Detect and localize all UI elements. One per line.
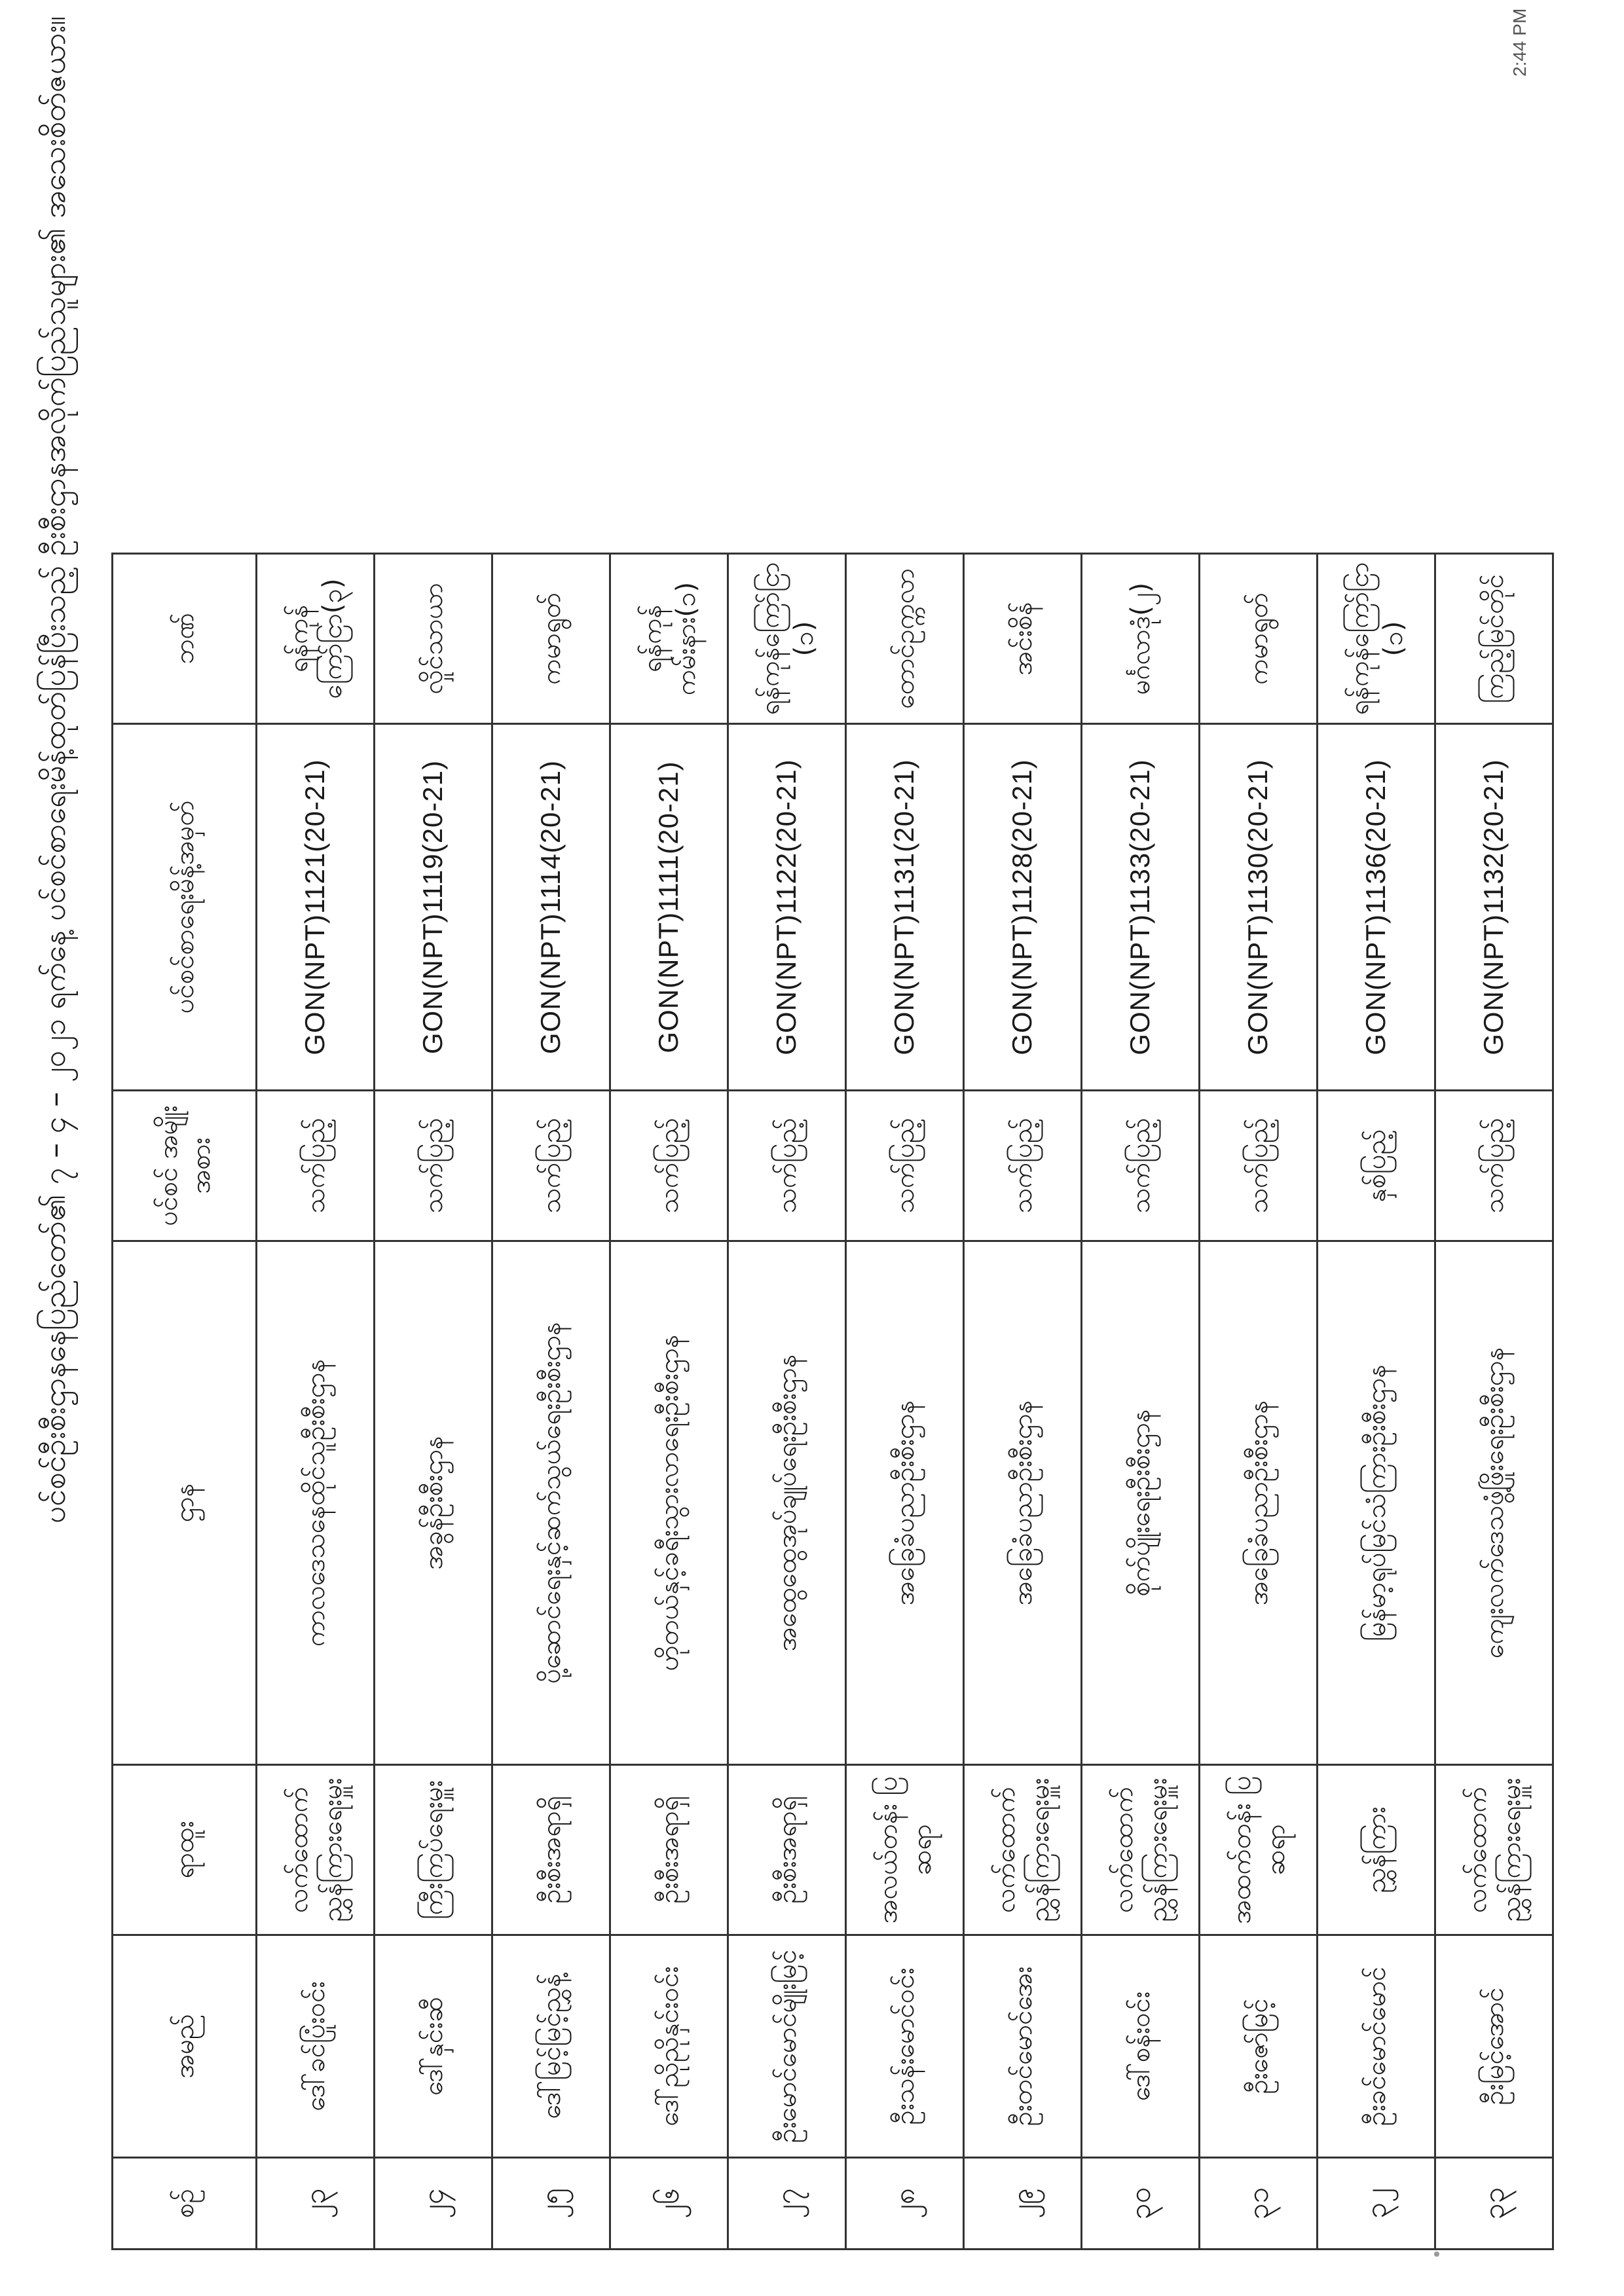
document-title: ပင်စင်ဦးစီးဌာနနေပြည်တော်၏ ၇ – ၄ – ၂၀၂၁ ရက်နေ့ ပင်စင်စာရေးမိန့်ထုတ်ပြန်ပြီးသည့် ဦးစီးဌာနအလိုက်ပြည်သူများ၏ အသေးစိတ်ဇယား။ xyxy=(37,16,72,1523)
row-pension-type: သက်ပြည့် xyxy=(257,1091,375,1241)
row-position: အလယ်တန်း ပြဆရာ xyxy=(846,1765,964,1935)
row-bank: အင်းစိန် xyxy=(964,554,1082,724)
table-row xyxy=(846,554,964,2250)
row-index: ၂၃ xyxy=(257,2158,375,2250)
row-name: ဒေါ်မြင့်မြင့်ညွှန့် xyxy=(492,1935,610,2158)
row-permit-number: GON(NPT)1111(20-21) xyxy=(610,724,728,1091)
header-department: ဌာန xyxy=(113,1241,257,1765)
row-pension-type: သက်ပြည့် xyxy=(1082,1091,1200,1241)
row-name: ဒေါ်နှင်းဆီ xyxy=(375,1935,492,2158)
row-department: ကာလဒေသနေထိုင်သူဦးစီးဌာန xyxy=(257,1241,375,1765)
row-name: ဒေါ်စန်းဝင်း xyxy=(1082,1935,1200,2158)
row-position: လက်ထောက်ညွှန်ကြားရေးမှူး xyxy=(1435,1765,1553,1935)
row-position: လက်ထောက်ညွှန်ကြားရေးမှူး xyxy=(1082,1765,1200,1935)
row-position: ဦးစီးအရာရှိ xyxy=(610,1765,728,1935)
row-index: ၂၇ xyxy=(728,2158,846,2250)
header-permit-number: ပင်စင်စာရေးမိန့်အမှတ် xyxy=(113,724,257,1091)
row-pension-type: သက်ပြည့် xyxy=(1435,1091,1553,1241)
row-index: ၃၂ xyxy=(1318,2158,1435,2250)
row-bank: ရန်ကုန်ကမ်းနား(၁) xyxy=(610,554,728,724)
row-permit-number: GON(NPT)1133(20-21) xyxy=(1082,724,1200,1091)
row-pension-type: သက်ပြည့် xyxy=(964,1091,1082,1241)
margin-mark xyxy=(1434,2251,1439,2257)
row-pension-type: သက်ပြည့် xyxy=(728,1091,846,1241)
row-position: အထက်တန်း ပြဆရာ xyxy=(1200,1765,1318,1935)
row-index: ၂၅ xyxy=(492,2158,610,2250)
row-bank: ရန်ကုန်ကြော်ငြာ(၃) xyxy=(257,554,375,724)
table-row xyxy=(1082,554,1200,2250)
row-permit-number: GON(NPT)1114(20-21) xyxy=(492,724,610,1091)
row-index: ၂၆ xyxy=(610,2158,728,2250)
row-bank: တောင်ဥက္ကလာ xyxy=(846,554,964,724)
row-pension-type: သက်ပြည့် xyxy=(375,1091,492,1241)
row-position: ကြီးကြပ်ရေးမှူး xyxy=(375,1765,492,1935)
row-pension-type: သက်ပြည့် xyxy=(492,1091,610,1241)
row-position: လက်ထောက်ညွှန်ကြားရေးမှူး xyxy=(964,1765,1082,1935)
row-pension-type: သက်ပြည့် xyxy=(1200,1091,1318,1241)
pension-table xyxy=(111,553,1554,2250)
row-name: ဒေါ်ခင်ပြုံးဝင်း xyxy=(257,1935,375,2158)
header-bank: ဘဏ် xyxy=(113,554,257,724)
row-department: ပို့ဆောင်ရေးနှင့်ဆက်သွယ်ရေးဦးစီးဌာန xyxy=(492,1241,610,1765)
row-permit-number: GON(NPT)1131(20-21) xyxy=(846,724,964,1091)
row-bank: ကြည့်မြင်တိုင် xyxy=(1435,554,1553,724)
row-permit-number: GON(NPT)1122(20-21) xyxy=(728,724,846,1091)
row-bank: ရန်ကုန်ကြော်ငြာ (၁) xyxy=(1318,554,1435,724)
row-permit-number: GON(NPT)1130(20-21) xyxy=(1200,724,1318,1091)
row-department: အခွန်ဦးစီးဌာန xyxy=(375,1241,492,1765)
row-department: အခြေခံပညာဦးစီးဌာန xyxy=(1200,1241,1318,1765)
row-permit-number: GON(NPT)1132(20-21) xyxy=(1435,724,1553,1091)
row-position: ညွှန်ကြား xyxy=(1318,1765,1435,1935)
row-name: ဒေါ်ညိုညိုနှင်းဝင်း xyxy=(610,1935,728,2158)
row-index: ၃၁ xyxy=(1200,2158,1318,2250)
table-row xyxy=(1435,554,1553,2250)
row-pension-type: သက်ပြည့် xyxy=(846,1091,964,1241)
table-row xyxy=(728,554,846,2250)
row-index: ၂၉ xyxy=(964,2158,1082,2250)
row-position: ဦးစီးအရာရှိ xyxy=(492,1765,610,1935)
row-index: ၂၈ xyxy=(846,2158,964,2250)
row-name: ဦးဇော်မြင့် xyxy=(1200,1935,1318,2158)
row-bank: လှိုင်သာယာ xyxy=(375,554,492,724)
table-row xyxy=(492,554,610,2250)
row-department: မြန်မာ့ရုပ်မြင်သံကြားဦးစီးဌာန xyxy=(1318,1241,1435,1765)
row-bank: ရန်ကုန်ကြော်ငြာ (၁) xyxy=(728,554,846,724)
table-body xyxy=(257,554,1553,2250)
table-row xyxy=(1200,554,1318,2250)
row-department: အထွေထွေအုပ်ချုပ်ရေးဦးစီးဌာန xyxy=(728,1241,846,1765)
table-row xyxy=(1318,554,1435,2250)
row-bank: ကမာရွတ် xyxy=(1200,554,1318,724)
row-department: ကျေးလက်ဒေသဖွံ့ဖြိုးရေးဦးစီးဌာန xyxy=(1435,1241,1553,1765)
header-index: စဉ် xyxy=(113,2158,257,2250)
row-name: ဦးခင်မောင်မောင် xyxy=(1318,1935,1435,2158)
header-pension-type: ပင်စင် အမျိုးအစား xyxy=(113,1091,257,1241)
row-name: ဦးသန်းမောင်ဝင်း xyxy=(846,1935,964,2158)
table-row xyxy=(257,554,375,2250)
row-position: ဦးစီးအရာရှိ xyxy=(728,1765,846,1935)
row-department: စိုက်ပျိုးရေးဦးစီးဌာန xyxy=(1082,1241,1200,1765)
table-row xyxy=(964,554,1082,2250)
row-department: အခြေခံပညာဦးစီးဌာန xyxy=(964,1241,1082,1765)
header-name: အမည် xyxy=(113,1935,257,2158)
row-name: ဦးမြင့်အောင် xyxy=(1435,1935,1553,2158)
row-bank: ကမာရွတ် xyxy=(492,554,610,724)
row-pension-type: နှစ်ပြည့် xyxy=(1318,1091,1435,1241)
row-department: အခြေခံပညာဦးစီးဌာန xyxy=(846,1241,964,1765)
row-department: ဟိုတယ်နှင့်ခရီးသွားလာရေးဦးစီးဌာန xyxy=(610,1241,728,1765)
row-permit-number: GON(NPT)1119(20-21) xyxy=(375,724,492,1091)
row-name: ဦးတင်မောင်အေး xyxy=(964,1935,1082,2158)
print-timestamp: 2:44 PM xyxy=(1509,8,1530,77)
row-name: ဦးမောင်မောင်မျိုးမြင့် xyxy=(728,1935,846,2158)
table-row xyxy=(610,554,728,2250)
row-pension-type: သက်ပြည့် xyxy=(610,1091,728,1241)
row-permit-number: GON(NPT)1121(20-21) xyxy=(257,724,375,1091)
table-row xyxy=(375,554,492,2250)
row-permit-number: GON(NPT)1128(20-21) xyxy=(964,724,1082,1091)
row-index: ၃၃ xyxy=(1435,2158,1553,2250)
row-index: ၂၄ xyxy=(375,2158,492,2250)
row-bank: မင်္ဂလာဒုံ(၂) xyxy=(1082,554,1200,724)
row-permit-number: GON(NPT)1136(20-21) xyxy=(1318,724,1435,1091)
row-position: လက်ထောက်ညွှန်ကြားရေးမှူး xyxy=(257,1765,375,1935)
header-position: ရာထူး xyxy=(113,1765,257,1935)
row-index: ၃၀ xyxy=(1082,2158,1200,2250)
table-header-row xyxy=(113,554,257,2250)
